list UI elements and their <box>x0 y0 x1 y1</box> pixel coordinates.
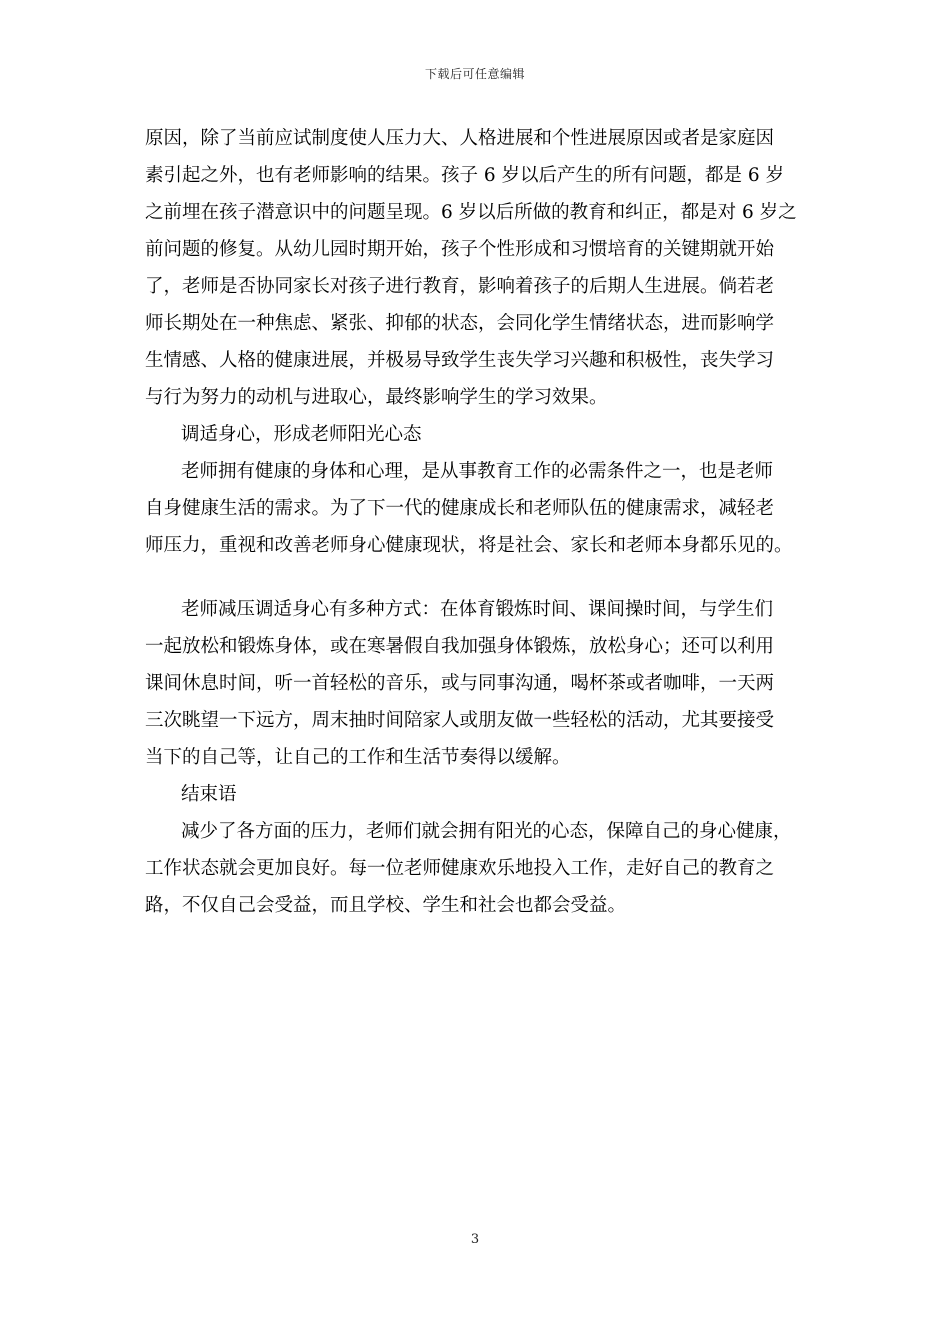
paragraph-line: 三次眺望一下远方，周末抽时间陪家人或朋友做一些轻松的活动，尤其要接受 <box>145 710 775 731</box>
paragraph-methods <box>145 591 805 776</box>
paragraph-line: 素引起之外，也有老师影响的结果。孩子 6 岁以后产生的所有问题，都是 6 岁 <box>145 165 785 186</box>
paragraph-line: 生情感、人格的健康进展，并极易导致学生丧失学习兴趣和积极性，丧失学习 <box>145 350 775 371</box>
paragraph-line: 路，不仅自己会受益，而且学校、学生和社会也都会受益。 <box>145 895 627 916</box>
section-heading: 调适身心，形成老师阳光心态 <box>181 424 422 445</box>
paragraph-line: 工作状态就会更加良好。每一位老师健康欢乐地投入工作，走好自己的教育之 <box>145 858 775 879</box>
paragraph-line: 原因，除了当前应试制度使人压力大、人格进展和个性进展原因或者是家庭因 <box>145 128 775 149</box>
paragraph-health <box>145 453 805 564</box>
paragraph-line: 老师减压调适身心有多种方式：在体育锻炼时间、课间操时间，与学生们 <box>181 599 774 620</box>
section-heading: 结束语 <box>181 784 237 805</box>
paragraph-line: 一起放松和锻炼身体，或在寒暑假自我加强身体锻炼，放松身心；还可以利用 <box>145 636 775 657</box>
paragraph-line: 老师拥有健康的身体和心理，是从事教育工作的必需条件之一，也是老师 <box>181 461 774 482</box>
paragraph-line: 之前埋在孩子潜意识中的问题呈现。6 岁以后所做的教育和纠正，都是对 6 岁之 <box>145 202 797 223</box>
paragraph-line: 课间休息时间，听一首轻松的音乐，或与同事沟通，喝杯茶或者咖啡，一天两 <box>145 673 775 694</box>
paragraph-causes <box>145 120 805 416</box>
paragraph-spacer <box>145 564 805 591</box>
paragraph-line: 师长期处在一种焦虑、紧张、抑郁的状态，会同化学生情绪状态，进而影响学 <box>145 313 775 334</box>
paragraph-conclusion <box>145 813 805 924</box>
paragraph-line: 前问题的修复。从幼儿园时期开始，孩子个性形成和习惯培育的关键期就开始 <box>145 239 775 260</box>
paragraph-line: 了，老师是否协同家长对孩子进行教育，影响着孩子的后期人生进展。倘若老 <box>145 276 775 297</box>
paragraph-line: 减少了各方面的压力，老师们就会拥有阳光的心态，保障自己的身心健康， <box>181 821 792 842</box>
page-number: 3 <box>470 1232 480 1247</box>
paragraph-line: 师压力，重视和改善老师身心健康现状，将是社会、家长和老师本身都乐见的。 <box>145 535 793 556</box>
page-header: 下载后可任意编辑 <box>424 67 525 81</box>
paragraph-line: 与行为努力的动机与进取心，最终影响学生的学习效果。 <box>145 387 608 408</box>
paragraph-line: 自身健康生活的需求。为了下一代的健康成长和老师队伍的健康需求，减轻老 <box>145 498 775 519</box>
document-body <box>145 120 805 924</box>
paragraph-line: 当下的自己等，让自己的工作和生活节奏得以缓解。 <box>145 747 571 768</box>
